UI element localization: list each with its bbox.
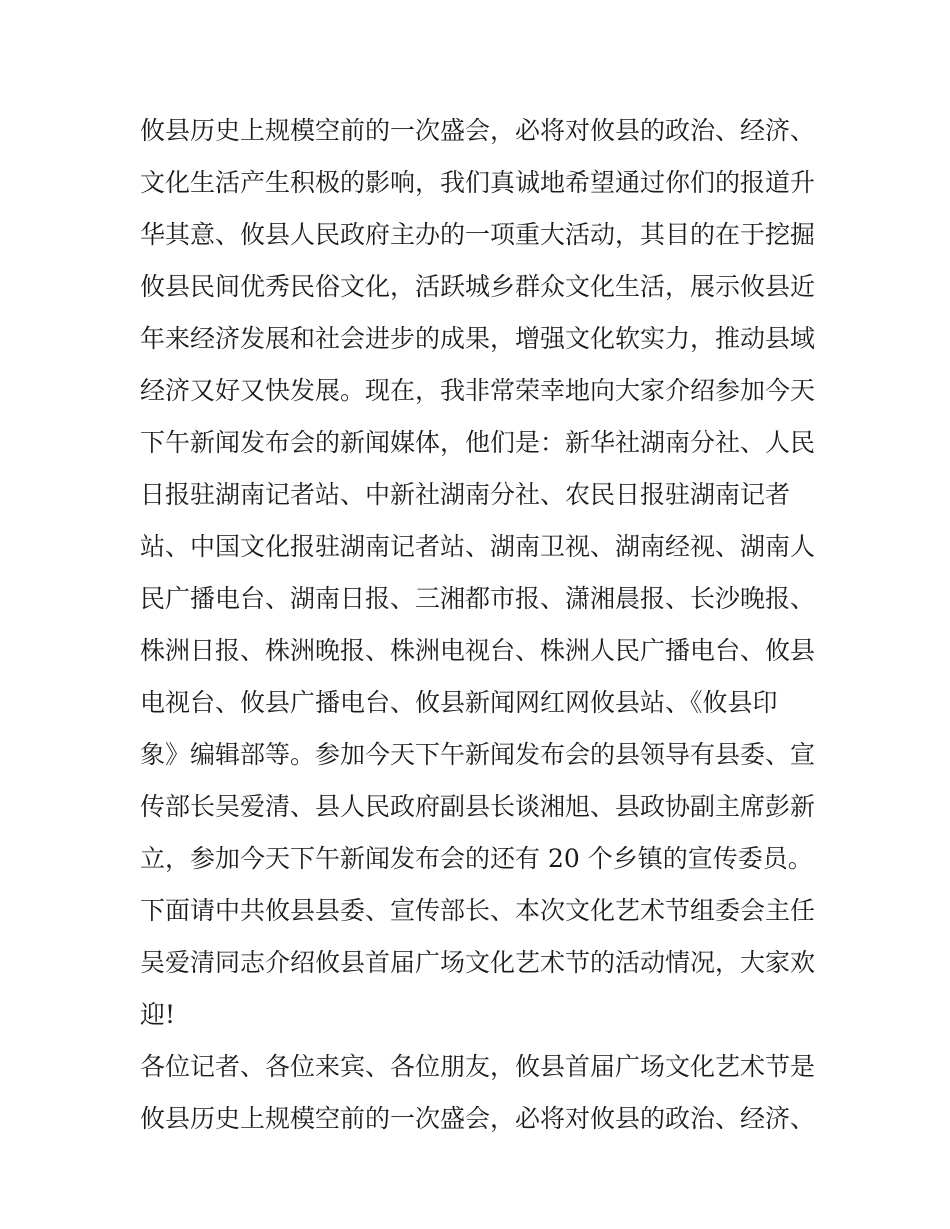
text-line: 文化生活产生积极的影响，我们真诚地希望通过你们的报道升 bbox=[140, 168, 816, 197]
text-line: 华其意、攸县人民政府主办的一项重大活动，其目的在于挖掘 bbox=[140, 220, 816, 249]
text-line: 站、中国文化报驻湖南记者站、湖南卫视、湖南经视、湖南人 bbox=[140, 532, 816, 561]
text-line: 立，参加今天下午新闻发布会的还有 20 个乡镇的宣传委员。 bbox=[140, 844, 813, 873]
text-line: 民广播电台、湖南日报、三湘都市报、潇湘晨报、长沙晚报、 bbox=[140, 584, 816, 613]
text-line: 年来经济发展和社会进步的成果，增强文化软实力，推动县域 bbox=[140, 324, 816, 353]
text-line: 象》编辑部等。参加今天下午新闻发布会的县领导有县委、宣 bbox=[140, 740, 816, 769]
text-line: 株洲日报、株洲晚报、株洲电视台、株洲人民广播电台、攸县 bbox=[140, 636, 816, 665]
text-line: 日报驻湖南记者站、中新社湖南分社、农民日报驻湖南记者 bbox=[140, 480, 791, 509]
text-line: 攸县历史上规模空前的一次盛会，必将对攸县的政治、经济、 bbox=[140, 116, 816, 145]
text-line: 攸县历史上规模空前的一次盛会，必将对攸县的政治、经济、 bbox=[140, 1104, 816, 1133]
text-line: 电视台、攸县广播电台、攸县新闻网红网攸县站、《攸县印 bbox=[140, 688, 778, 717]
text-line: 各位记者、各位来宾、各位朋友，攸县首届广场文化艺术节是 bbox=[140, 1052, 816, 1081]
text-line: 经济又好又快发展。现在，我非常荣幸地向大家介绍参加今天 bbox=[140, 376, 816, 405]
text-line: 迎! bbox=[140, 1000, 176, 1029]
text-line: 传部长吴爱清、县人民政府副县长谈湘旭、县政协副主席彭新 bbox=[140, 792, 816, 821]
text-line: 攸县民间优秀民俗文化，活跃城乡群众文化生活，展示攸县近 bbox=[140, 272, 816, 301]
text-line: 吴爱清同志介绍攸县首届广场文化艺术节的活动情况，大家欢 bbox=[140, 948, 816, 977]
text-line: 下午新闻发布会的新闻媒体，他们是：新华社湖南分社、人民 bbox=[140, 428, 816, 457]
text-line: 下面请中共攸县县委、宣传部长、本次文化艺术节组委会主任 bbox=[140, 896, 816, 925]
body-text bbox=[140, 105, 820, 1145]
